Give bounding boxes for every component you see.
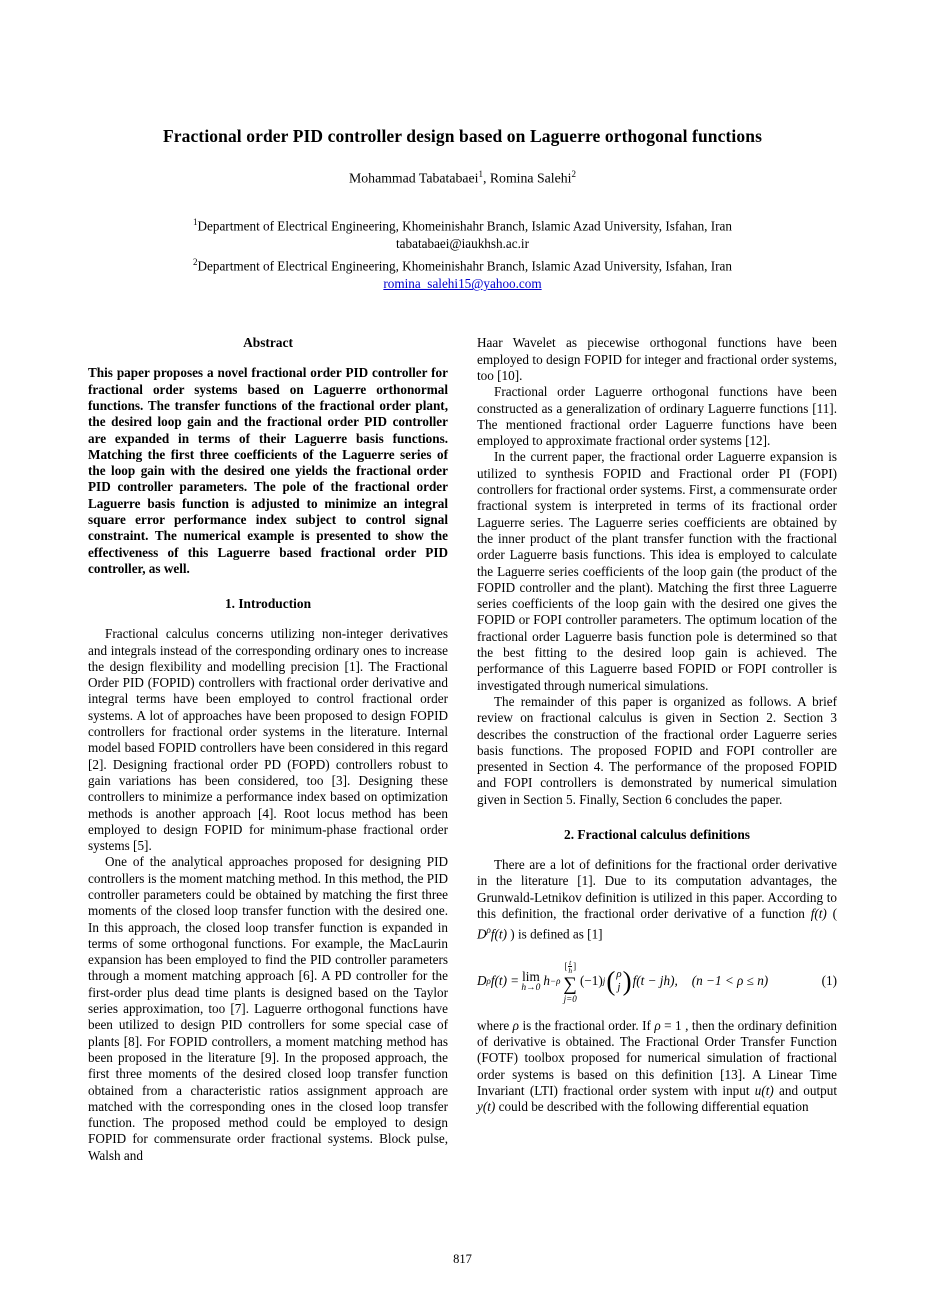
text-run: ( — [826, 905, 837, 921]
equation-tail: f(t − jh), — [632, 973, 678, 989]
math-y-of-t: y(t) — [477, 1099, 496, 1115]
math-f-of-t: f(t) — [810, 905, 827, 921]
intro-paragraph-1: Fractional calculus concerns utilizing non-integer derivatives and integrals instead of the corresponding ordinary ones to increase the design flexibility and modelling precision [1]. The Fractional Order PID (FOPID) controllers with fractional order derivative and integral terms have been employed to control fractional order systems. A lot of approaches have been proposed to design FOPID controllers for fractional order systems in the literature. Internal model based FOPID controllers have been considered in this regard [2]. Designing fractional order PD (FOPD) controllers robust to gain variations has been considered, too [3]. Designing these controllers to minimize a performance index based on optimization methods is another approach [4]. Root locus method has been employed to design FOPID for minimum-phase fractional order systems [5]. — [88, 626, 448, 854]
text-run: where — [477, 1017, 513, 1033]
math-h-exponent: −ρ — [550, 976, 561, 987]
equation-number: (1) — [821, 973, 837, 989]
summation-operator — [563, 959, 577, 1004]
text-run: is the fractional order. If — [519, 1017, 655, 1033]
affiliation-line — [0, 253, 925, 275]
page-number: 817 — [453, 1252, 472, 1266]
sigma-icon: ∑ — [563, 973, 577, 995]
text-run: = 1 — [660, 1017, 682, 1033]
mini-fraction — [568, 959, 572, 975]
intro-paragraph-2: One of the analytical approaches proposed for designing PID controllers is the moment matching method. In this method, the PID controller parameters could be obtained by matching the first three moments of the closed loop transfer function with the desired one. In this approach, the closed loop transfer function is expanded in terms of some orthogonal functions. For example, the MacLaurin expansion has been employed to find the PID controller parameters through a moment matching approach [6]. A PD controller for the first-order plus dead time plants is designed based on the Taylor series approximation, too [7]. Laguerre orthogonal functions have been utilized to design PID controllers for some special case of plants [8]. For FOPID controllers, a moment matching method has been proposed in the literature [9]. In the proposed approach, the first three moments of the desired closed loop transfer function obtained from a characteristic ratios assignment approach are matched with the corresponding ones in the closed loop transfer function. The proposed method could be employed to design FOPID for commensurate order fractional systems. Block pulse, Walsh and — [88, 854, 448, 1163]
left-column — [88, 335, 448, 1164]
fraction-numerator: t — [569, 957, 572, 967]
affiliation-text: Department of Electrical Engineering, Khomeinishahr Branch, Islamic Azad University, Isfahan, Iran — [197, 217, 732, 233]
big-paren-left: ( — [606, 965, 616, 996]
math-h: h — [543, 973, 551, 989]
email-text: tabatabaei@iaukhsh.ac.ir — [396, 235, 529, 251]
section2-heading: 2. Fractional calculus definitions — [564, 826, 750, 842]
continuation-paragraph: Haar Wavelet as piecewise orthogonal functions have been employed to design FOPID for integer and fractional order systems, too [10]. — [477, 335, 837, 383]
math-f-of-t: f(t) — [490, 973, 507, 989]
math-rho: ρ — [512, 1017, 520, 1033]
affiliation-block — [0, 213, 925, 294]
affiliation-email-line — [0, 235, 925, 253]
author-separator: , — [482, 170, 490, 186]
math-rho-superscript: ρ — [486, 925, 491, 936]
author-name: Romina Salehi — [489, 170, 572, 186]
binomial-bottom: j — [617, 981, 621, 994]
equation-1 — [477, 959, 837, 1004]
text-run: ) is defined as [1] — [506, 926, 603, 942]
affiliation-superscript: 1 — [192, 216, 198, 227]
binomial-coefficient — [606, 965, 632, 996]
paragraph: The remainder of this paper is organized as follows. A brief review on fractional calculus is given in Section 2. Section 3 describes the construction of the fractional order Laguerre series basis functions. The proposed FOPID and FOPI controller are presented in Section 4. The performance of the proposed FOPID and FOPI controllers is demonstrated by numerical simulation given in Section 5. Finally, Section 6 concludes the paper. — [477, 693, 837, 807]
two-column-body — [88, 335, 837, 1164]
author-name: Mohammad Tabatabaei — [349, 170, 479, 186]
math-rho: ρ — [654, 1017, 661, 1033]
affiliation-text: Department of Electrical Engineering, Khomeinishahr Branch, Islamic Azad University, Isfahan, Iran — [197, 258, 732, 274]
text-run: could be described with the following differential equation — [495, 1099, 809, 1115]
equation-condition: (n −1 < ρ ≤ n) — [691, 973, 769, 989]
authors-line — [0, 169, 925, 187]
summation-upper-limit — [564, 959, 576, 975]
summation-lower-limit: j=0 — [563, 993, 577, 1004]
fraction-denominator: h — [568, 966, 573, 976]
binomial-top: ρ — [616, 967, 622, 980]
j-exponent: j — [602, 976, 606, 987]
affiliation-email-line — [0, 275, 925, 293]
author-superscript: 1 — [478, 169, 483, 179]
paragraph: Fractional order Laguerre orthogonal functions have been constructed as a generalization of ordinary Laguerre functions [11]. The mentioned fractional order Laguerre functions have been employed to approximate fractional order systems [12]. — [477, 384, 837, 449]
right-column — [477, 335, 837, 1164]
math-rho-superscript: ρ — [486, 976, 491, 987]
binomial-stack — [616, 968, 621, 996]
equals-sign: = — [510, 973, 519, 989]
math-derivative-operator: D — [477, 973, 487, 989]
equation-body — [477, 959, 822, 1004]
affiliation-line — [0, 213, 925, 235]
author-superscript: 2 — [571, 169, 576, 179]
limit-label: lim — [522, 968, 540, 984]
affiliation-superscript: 2 — [192, 256, 198, 267]
bracket-right: ] — [573, 961, 577, 972]
paragraph: In the current paper, the fractional order Laguerre expansion is utilized to synthesis FOPID and Fractional order PI (FOPI) controllers for fractional order systems. First, a commensurate order fractional system is interpreted in terms of its fractional order Laguerre series. The Laguerre series coefficients are obtained by the inner product of the plant transfer function with the fractional order Laguerre basis functions. This idea is employed to calculate the Laguerre series coefficients of the loop gain (the product of the FOPID controller and the plant). Matching the first three Laguerre series coefficients of the loop gain with the desired one gives the FOPID or FOPI controller parameters. The optimum location of the fractional order Laguerre basis function pole is determined so that the best fitting to the desired loop gain is achieved. The performance of this Laguerre based FOPID or FOPI controller is investigated through numerical simulations. — [477, 449, 837, 693]
introduction-heading: 1. Introduction — [224, 596, 312, 612]
text-run: There are a lot of definitions for the fractional order derivative in the literature [1]. Due to its computation advantages, the Grunwald-Letnikov definition is utilized in this paper. According to this definition, the fractional order derivative of a function — [477, 856, 837, 921]
math-u-of-t: u(t) — [754, 1083, 774, 1099]
big-paren-right: ) — [622, 965, 632, 996]
negative-one-term: (−1) — [579, 973, 603, 989]
bracket-left: [ — [564, 961, 568, 972]
text-run: , then the ordinary definition of derivative is obtained. The Fractional Order Transfer Function (FOTF) toolbox proposed for numerical simulation of fractional order systems is based on this definition [13]. A Linear Time Invariant (LTI) fractional order system with input — [477, 1017, 837, 1099]
abstract-heading: Abstract — [243, 335, 293, 351]
abstract-body: This paper proposes a novel fractional order PID controller for fractional order systems based on Laguerre orthonormal functions. The transfer functions of the fractional order plant, the desired loop gain and the fractional order PID controller are expanded in terms of their Laguerre basis functions. Matching the first three coefficients of the Laguerre series of the loop gain with the desired one yields the fractional order PID controller parameters. The pole of the fractional order Laguerre basis function is adjusted to minimize an integral square error performance index subject to control signal constraint. The numerical example is presented to show the effectiveness of this Laguerre based fractional order PID controller, as well. — [88, 365, 448, 576]
text-run: and output — [773, 1083, 837, 1099]
limit-operator — [521, 970, 540, 994]
math-derivative-operator: D — [477, 926, 487, 942]
math-f-of-t: f(t) — [490, 926, 507, 942]
email-link[interactable]: romina_salehi15@yahoo.com — [383, 276, 542, 292]
paper-title: Fractional order PID controller design based on Laguerre orthogonal functions — [163, 126, 762, 146]
limit-subscript: h→0 — [521, 982, 541, 993]
section2-paragraph — [477, 857, 837, 943]
closing-paragraph — [477, 1018, 837, 1116]
